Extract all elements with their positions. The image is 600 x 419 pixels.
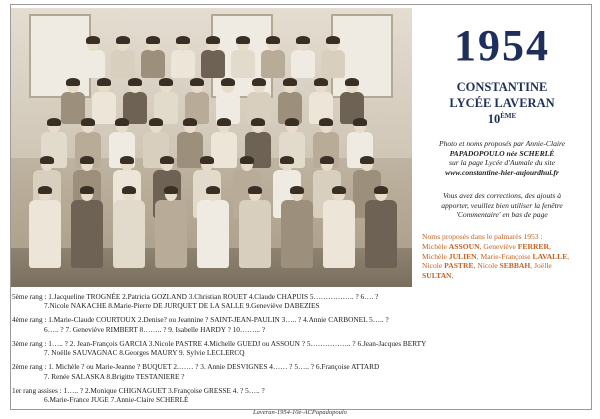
student-figure <box>92 80 116 124</box>
proposed-name: SEBBAH <box>499 261 531 271</box>
proposed-text: , <box>549 241 551 251</box>
student-figure <box>29 188 61 268</box>
student-figure <box>71 188 103 268</box>
student-hair <box>296 36 310 44</box>
student-hair <box>80 186 94 194</box>
proposed-name: SULTAN <box>422 271 452 281</box>
student-hair <box>38 186 52 194</box>
proposed-text: , Marie-Françoise <box>476 251 533 261</box>
rank-4 <box>12 315 588 334</box>
student-hair <box>40 156 54 164</box>
proposed-line <box>422 271 584 281</box>
student-body <box>113 200 145 268</box>
proposed-line <box>422 261 584 271</box>
student-figure <box>81 38 105 78</box>
rank-line: 3ème rang : 1….. ? 2. Jean-François GARCIA 3.Nicole PASTRE 4.Michelle GUEDJ ou ASSOUN ? 5…………….. ? 6.Jean-Jacques BERTY <box>12 338 427 348</box>
proposed-text: Michèle <box>422 241 449 251</box>
student-figure <box>211 120 237 168</box>
credit-author: PAPADOPOULO née SCHERLÉ <box>449 148 555 158</box>
class-photo <box>11 8 412 287</box>
student-figure <box>197 188 229 268</box>
student-body <box>201 50 225 78</box>
student-figure <box>231 38 255 78</box>
proposed-name: JULIEN <box>448 251 477 261</box>
student-figure <box>323 188 355 268</box>
student-figure <box>123 80 147 124</box>
credit-website-link[interactable]: www.constantine-hier-aujourdhui.fr <box>445 167 559 177</box>
student-body <box>29 200 61 268</box>
student-hair <box>122 186 136 194</box>
rank-5 <box>12 292 588 311</box>
student-hair <box>160 156 174 164</box>
student-body <box>171 50 195 78</box>
student-hair <box>326 36 340 44</box>
student-hair <box>332 186 346 194</box>
student-figure <box>261 38 285 78</box>
student-hair <box>116 36 130 44</box>
student-hair <box>285 118 299 126</box>
student-body <box>291 50 315 78</box>
student-hair <box>47 118 61 126</box>
proposed-intro: Noms proposés dans le palmarès 1953 : <box>422 232 543 241</box>
student-hair <box>248 186 262 194</box>
student-figure <box>111 38 135 78</box>
student-figure <box>309 80 333 124</box>
student-figure <box>216 80 240 124</box>
student-body <box>81 50 105 78</box>
note-line: Vous avez des corrections, des ajouts à <box>442 191 562 200</box>
proposed-text: , Joëlle <box>530 261 552 271</box>
student-figure <box>201 38 225 78</box>
student-body <box>239 200 271 268</box>
student-hair <box>164 186 178 194</box>
rank-line: 6.Marie-France JUGE 7.Annie-Claire SCHERLÉ <box>44 395 189 405</box>
student-body <box>231 50 255 78</box>
student-figure <box>281 188 313 268</box>
student-hair <box>252 78 266 86</box>
credit-line: sur la page Lycée d'Aumale du site <box>448 158 555 168</box>
student-hair <box>159 78 173 86</box>
rank-1 <box>12 386 588 405</box>
student-hair <box>266 36 280 44</box>
rank-line: 7.Nicole NAKACHE 8.Marie-Pierre DE JURQUET DE LA SALLE 9.Geneviève DABEZIES <box>44 301 320 311</box>
student-body <box>261 50 285 78</box>
student-hair <box>360 156 374 164</box>
city-title: CONSTANTINE <box>456 80 548 94</box>
student-hair <box>206 36 220 44</box>
student-figure <box>365 188 397 268</box>
school-title: LYCÉE LAVERAN <box>449 96 555 110</box>
student-hair <box>314 78 328 86</box>
student-hair <box>319 118 333 126</box>
grade-number: 10 <box>487 112 501 127</box>
grade-suffix: ÈME <box>500 112 517 120</box>
student-hair <box>81 118 95 126</box>
year-title: 1954 <box>454 21 550 70</box>
student-hair <box>97 78 111 86</box>
rank-line: 1er rang assises : 1….. ? 2.Monique CHIGNAGUET 3.Françoise GRESSE 4. ? 5….. ? <box>12 385 265 395</box>
student-body <box>155 200 187 268</box>
student-hair <box>176 36 190 44</box>
rank-line: 5ème rang : 1.Jacqueline TROGNÉE 2.Patricia GOZLAND 3.Christian ROUET 4.Claude CHAPUIS 5…………….. ? 6…. ? <box>12 292 379 301</box>
rank-list <box>12 292 588 409</box>
note-line: 'Commentaire' en bas de page <box>456 210 548 220</box>
student-hair <box>200 156 214 164</box>
student-figure <box>171 38 195 78</box>
rank-line: 4ème rang : 1.Marie-Claude COURTOUX 2.Denise? ou Jeannine ? SAINT-JEAN-PAULIN 3….. ? 4.Annie CARBONEL 5….. ? <box>12 315 389 325</box>
proposed-name: FERRER <box>517 241 549 251</box>
student-hair <box>66 78 80 86</box>
student-hair <box>345 78 359 86</box>
student-hair <box>290 186 304 194</box>
student-hair <box>206 186 220 194</box>
student-hair <box>146 36 160 44</box>
proposed-line <box>422 242 584 252</box>
student-body <box>141 50 165 78</box>
student-hair <box>149 118 163 126</box>
proposed-text: , Nicole <box>473 261 500 271</box>
student-figure <box>291 38 315 78</box>
student-hair <box>183 118 197 126</box>
student-body <box>197 200 229 268</box>
proposed-text: Nicole <box>422 261 445 271</box>
note-line: apporter, veuillez bien utiliser la fenêtre <box>441 200 563 210</box>
rank-line: 7. Renée SALASKA 8.Brigitte TESTANIERE ? <box>44 371 185 381</box>
student-figure <box>239 188 271 268</box>
rank-3 <box>12 339 588 358</box>
student-hair <box>115 118 129 126</box>
proposed-name: ASSOUN <box>448 241 480 251</box>
corrections-note <box>420 191 584 220</box>
proposed-line <box>422 252 584 262</box>
grade-title <box>418 112 586 127</box>
rank-line: 7. Noëlle SAUVAGNAC 8.Georges MAURY 9. Sylvie LECLERCQ <box>44 348 245 358</box>
proposed-name: PASTRE <box>444 261 474 271</box>
student-hair <box>120 156 134 164</box>
credit-line: Photo et noms proposés par Annie-Claire <box>438 139 566 148</box>
proposed-text: Michèle <box>422 251 449 261</box>
student-body <box>71 200 103 268</box>
student-body <box>111 50 135 78</box>
student-figure <box>141 38 165 78</box>
proposed-text: , <box>451 271 454 281</box>
student-hair <box>86 36 100 44</box>
student-hair <box>240 156 254 164</box>
student-hair <box>280 156 294 164</box>
student-figure <box>61 80 85 124</box>
student-hair <box>190 78 204 86</box>
rank-line: 2ème rang : 1. Michèle ? ou Marie-Jeanne ? BUQUET 2.…… ? 3. Annie DESVIGNES 4…… ? 5….. ? 6.Françoise ATTARD <box>12 362 380 372</box>
student-hair <box>221 78 235 86</box>
student-figure <box>155 188 187 268</box>
rank-2 <box>12 362 588 381</box>
student-hair <box>80 156 94 164</box>
student-hair <box>251 118 265 126</box>
student-hair <box>128 78 142 86</box>
credit-text <box>420 139 584 177</box>
rank-line: 6….. ? 7. Geneviève RIMBERT 8…….. ? 9. Isabelle HARDY ? 10……... ? <box>44 324 266 334</box>
student-hair <box>217 118 231 126</box>
student-body <box>323 200 355 268</box>
proposed-text: , Geneviève <box>479 241 518 251</box>
proposed-name: LAVALLE <box>532 251 568 261</box>
photo-caption: Laveran-1954-10è-ACPapadopoulo <box>253 409 347 416</box>
student-hair <box>353 118 367 126</box>
proposed-text: , <box>567 251 570 261</box>
student-figure <box>321 38 345 78</box>
student-figure <box>113 188 145 268</box>
student-hair <box>320 156 334 164</box>
student-hair <box>236 36 250 44</box>
student-hair <box>374 186 388 194</box>
proposed-names <box>422 232 584 281</box>
student-body <box>321 50 345 78</box>
student-body <box>281 200 313 268</box>
student-hair <box>283 78 297 86</box>
student-body <box>365 200 397 268</box>
student-body <box>92 92 116 124</box>
